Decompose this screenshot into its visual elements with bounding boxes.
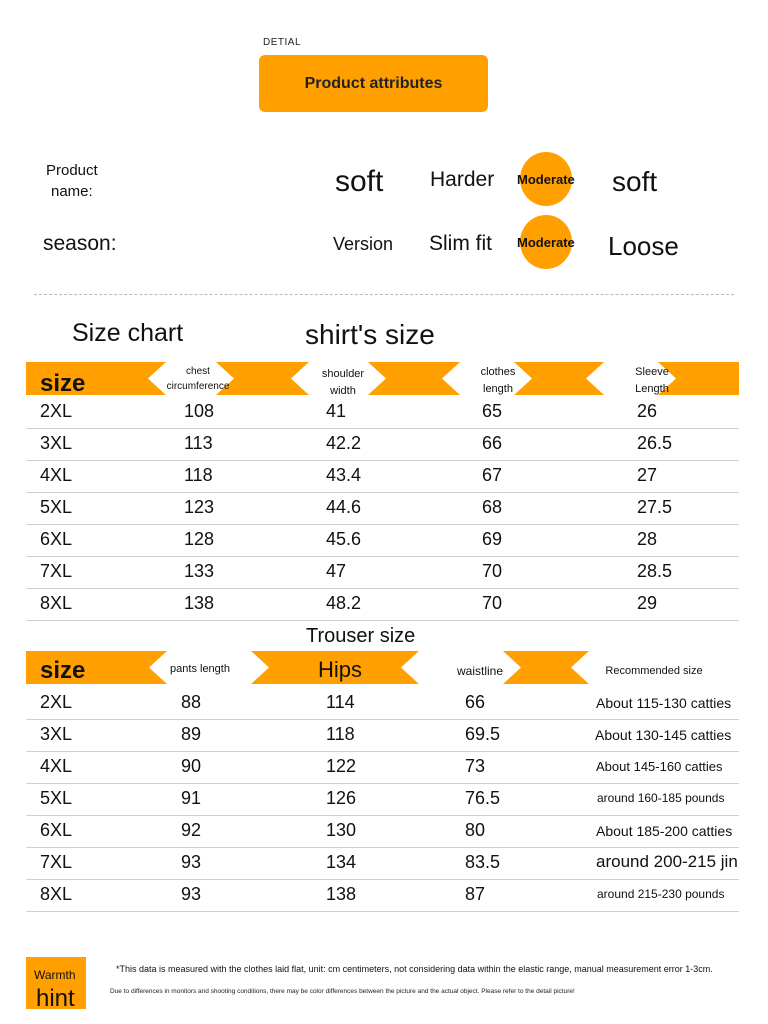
value-cell: 43.4 [326, 465, 362, 485]
trouser-row [26, 848, 739, 880]
shirt-row [26, 589, 739, 621]
value-cell: 68 [482, 497, 503, 517]
value-cell: 134 [326, 852, 357, 872]
softness-soft: soft [612, 166, 658, 197]
value-cell: 41 [326, 401, 347, 421]
color-difference-note: Due to differences in monitors and shooting conditions, there may be color differences between the picture and the actual object. Please refer to the detail picture! [110, 988, 575, 995]
value-cell: 76.5 [465, 788, 501, 808]
trouser-col-hips: Hips [317, 657, 362, 682]
size-cell: 3XL [40, 724, 73, 744]
warmth-label: Warmth [34, 968, 76, 982]
trouser-col-recommended: Recommended size [605, 665, 703, 677]
size-cell: 7XL [40, 852, 73, 872]
value-cell: 69 [482, 529, 503, 549]
value-cell: 80 [465, 820, 486, 840]
value-cell: 130 [326, 820, 357, 840]
value-cell: 66 [465, 692, 486, 712]
value-cell: 108 [184, 401, 215, 421]
recommended-cell: around 200-215 jin [596, 852, 738, 871]
value-cell: 83.5 [465, 852, 501, 872]
value-cell: 29 [637, 593, 658, 613]
value-cell: 138 [326, 884, 357, 904]
value-cell: 93 [181, 884, 202, 904]
recommended-cell: About 185-200 catties [596, 823, 733, 839]
trouser-row [26, 784, 739, 816]
value-cell: 92 [181, 820, 202, 840]
shirt-row [26, 557, 739, 589]
trouser-row [26, 816, 739, 848]
size-cell: 8XL [40, 884, 73, 904]
detail-caption: DETIAL [263, 37, 302, 48]
trouser-col-pants-length: pants length [170, 663, 230, 675]
value-cell: 89 [181, 724, 202, 744]
trouser-size-title: Trouser size [306, 625, 416, 647]
value-cell: 113 [184, 433, 213, 453]
value-cell: 26 [637, 401, 658, 421]
value-cell: 128 [184, 529, 215, 549]
trouser-row [26, 688, 739, 720]
size-cell: 6XL [40, 820, 73, 840]
value-cell: 91 [181, 788, 202, 808]
value-cell: 27 [637, 465, 658, 485]
shirt-row [26, 397, 739, 429]
value-cell: 67 [482, 465, 503, 485]
value-cell: 69.5 [465, 724, 501, 744]
recommended-cell: around 215-230 pounds [597, 887, 725, 901]
recommended-cell: About 145-160 catties [596, 759, 723, 774]
value-cell: 126 [326, 788, 357, 808]
shirt-col-length: clothes length [480, 366, 516, 395]
value-cell: 28 [637, 529, 658, 549]
product-name-label: Product name: [46, 162, 98, 200]
value-cell: 65 [482, 401, 503, 421]
measurement-note: *This data is measured with the clothes laid flat, unit: cm centimeters, not considering data within the elastic range, manual measurement error 1-3cm. [116, 964, 713, 974]
shirt-col-shoulder: shoulder width [321, 368, 365, 397]
shirt-row [26, 525, 739, 557]
fit-loose: Loose [608, 231, 679, 261]
shirt-row [26, 461, 739, 493]
recommended-cell: around 160-185 pounds [597, 791, 725, 805]
value-cell: 122 [326, 756, 357, 776]
value-cell: 47 [326, 561, 347, 581]
value-cell: 138 [184, 593, 215, 613]
fit-moderate: Moderate [517, 235, 575, 250]
trouser-row [26, 720, 739, 752]
value-cell: 123 [184, 497, 215, 517]
size-cell: 8XL [40, 593, 73, 613]
trouser-row [26, 880, 739, 912]
size-cell: 4XL [40, 465, 73, 485]
value-cell: 44.6 [326, 497, 362, 517]
season-label: season: [43, 232, 117, 255]
shirt-size-title: shirt's size [305, 319, 435, 350]
shirt-row [26, 429, 739, 461]
value-cell: 133 [184, 561, 215, 581]
shirt-size-column-label: size [40, 370, 86, 397]
value-cell: 87 [465, 884, 486, 904]
version-label: Version [333, 234, 394, 254]
size-cell: 2XL [40, 401, 73, 421]
trouser-row [26, 752, 739, 784]
shirt-col-chest: chest circumference [166, 366, 230, 392]
trouser-col-waistline: waistline [456, 664, 504, 678]
size-cell: 5XL [40, 497, 73, 517]
recommended-cell: About 115-130 catties [596, 695, 732, 711]
value-cell: 66 [482, 433, 503, 453]
size-cell: 4XL [40, 756, 73, 776]
value-cell: 73 [465, 756, 486, 776]
value-cell: 48.2 [326, 593, 362, 613]
value-cell: 118 [326, 724, 355, 744]
value-cell: 42.2 [326, 433, 362, 453]
size-cell: 3XL [40, 433, 73, 453]
value-cell: 90 [181, 756, 202, 776]
product-attributes-banner: Product attributes [259, 55, 488, 112]
shirt-row [26, 493, 739, 525]
value-cell: 70 [482, 593, 503, 613]
value-cell: 118 [184, 465, 213, 485]
softness-harder: Harder [430, 168, 495, 191]
shirt-col-sleeve: Sleeve Length [635, 366, 669, 395]
value-cell: 88 [181, 692, 202, 712]
value-cell: 70 [482, 561, 503, 581]
product-name-value: soft [335, 165, 384, 198]
size-cell: 5XL [40, 788, 73, 808]
value-cell: 26.5 [637, 433, 673, 453]
fit-slim: Slim fit [429, 232, 492, 255]
hint-label: hint [36, 985, 75, 1012]
size-cell: 2XL [40, 692, 73, 712]
value-cell: 27.5 [637, 497, 673, 517]
value-cell: 93 [181, 852, 202, 872]
value-cell: 28.5 [637, 561, 673, 581]
section-divider [34, 294, 734, 295]
value-cell: 45.6 [326, 529, 362, 549]
softness-moderate: Moderate [517, 172, 575, 187]
size-cell: 7XL [40, 561, 73, 581]
value-cell: 114 [326, 692, 355, 712]
size-chart-title: Size chart [72, 319, 184, 347]
recommended-cell: About 130-145 catties [595, 727, 732, 743]
trouser-size-column-label: size [40, 657, 86, 684]
size-cell: 6XL [40, 529, 73, 549]
